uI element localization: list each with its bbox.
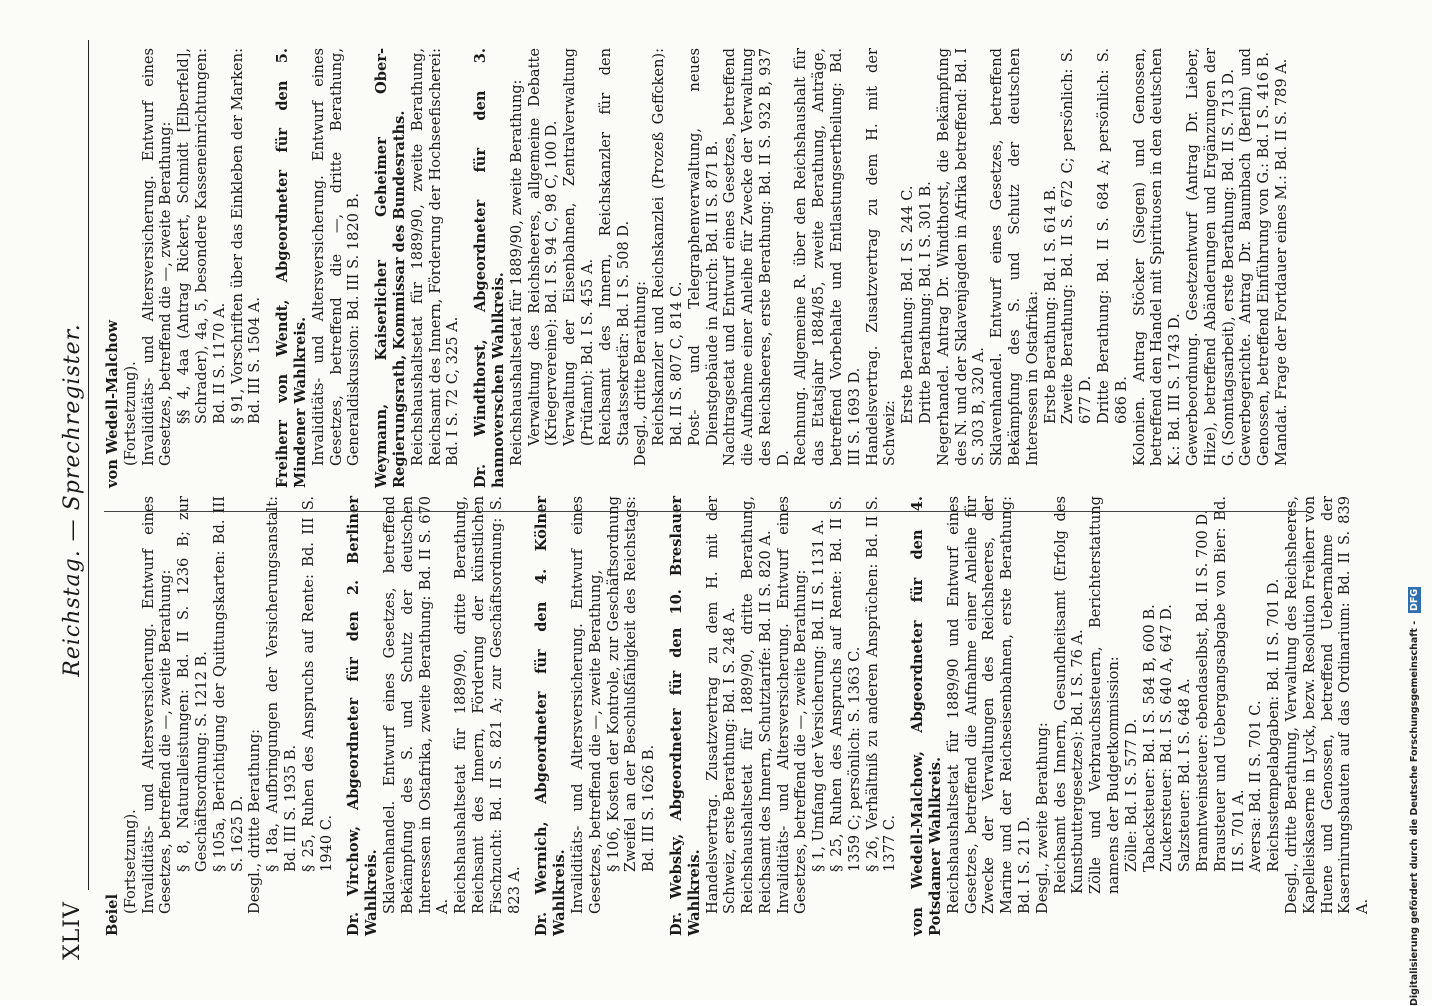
register-entry [472, 48, 1291, 488]
entry-line: Zölle und Verbrauchssteuern, Berichterstattung namens der Budgetkommission: [1087, 496, 1123, 894]
entry-line: § 18a, Aufbringungen der Versicherungsanstalt: Bd. III S. 1935 B. [264, 496, 299, 872]
page-number: XLIV [60, 901, 85, 960]
entry-line: Verwaltung der Eisenbahnen, Zentralverwaltung (Prüfamt): Bd. I S. 455 A. [561, 48, 596, 446]
dfg-logo: DFG [1409, 589, 1420, 612]
entry-line: § 91, Vorschriften über das Einkleben der Marken: Bd. III S. 1504 A. [228, 48, 264, 424]
entry-line: Reichshaushaltsetat für 1889/90, zweite Berathung: [507, 79, 525, 466]
entry-line: Reichsamt des Innern, Reichskanzler für den Staatssekretär: Bd. I S. 508 D. [596, 48, 632, 446]
entry-line: Branntweinsteuer: ebendaselbst, Bd. II S. 700 D. [1194, 509, 1212, 872]
entry-heading: Dr. Virchow, Abgeordneter für den 2. Berliner Wahlkreis. [345, 496, 381, 936]
register-entry [533, 496, 658, 936]
entry-line: Reichshaushaltsetat für 1889/90 und Entwurf eines Gesetzes, betreffend die Aufnahme einer Anleihe für Zwecke der Verwaltungen des Reichsheeres, der Marine und der Reichseisenbahnen, erste Berathung: Bd. I S. 21 D. [944, 496, 1034, 914]
entry-line: Invaliditäts- und Altersversicherung. Entwurf eines Gesetzes, betreffend die —, zweite Berathung: [139, 496, 175, 914]
entry-line: Nachtragsetat und Entwurf eines Gesetzes, betreffend die Aufnahme einer Anleihe für Zwecke der Verwaltung des Reichsheeres, erste Berathung: Bd. II S. 932 B, 937 D. [721, 48, 792, 466]
register-entry [104, 496, 335, 936]
entry-heading: von Wedell-Malchow [104, 320, 121, 488]
entry-line: Reichshaushaltsetat für 1889/90, dritte Berathung, Reichsamt des Innern, Schutztarife: Bd. II S. 820 A. [739, 496, 774, 914]
entry-line: Verwaltung des Reichsheeres, allgemeine Debatte (Kriegervereine): Bd. I S. 94 C, 98 C, 100 D. [525, 48, 561, 446]
digitization-notice [1408, 0, 1426, 1006]
column-divider [104, 511, 1309, 512]
entry-line: Dritte Berathung: Bd. I S. 301 B. [917, 181, 935, 424]
entry-heading: Dr. Windthorst, Abgeordneter für den 3. hannoverschen Wahlkreis. [472, 48, 507, 488]
entry-line: Desgl., dritte Berathung: [632, 280, 650, 466]
entry-heading: Dr. Wernich, Abgeordneter für den 4. Kölner Wahlkreis. [533, 496, 569, 936]
entry-line: Reichskanzler und Reichskanzlei (Prozeß Geffcken): Bd. II S. 807 C, 814 C. [650, 48, 685, 446]
entry-line: Handelsvertrag. Zusatzvertrag zu dem H. mit der Schweiz: [863, 48, 899, 466]
register-entry [668, 496, 899, 936]
entry-line: Invaliditäts- und Altersversicherung. Entwurf eines Gesetzes, betreffend die —, zweite Berathung, [568, 496, 604, 914]
entry-heading: von Wedell-Malchow, Abgeordneter für den 4. Potsdamer Wahlkreis. [909, 496, 945, 936]
entry-line: Aversa: Bd. II S. 701 C. [1247, 700, 1265, 872]
entry-line: Invaliditäts- und Altersversicherung. Entwurf eines Gesetzes, betreffend die —, zweite Berathung: [774, 496, 810, 914]
entry-heading: Dr. Websky, Abgeordneter für den 10. Breslauer Wahlkreis. [667, 496, 703, 936]
left-column [104, 496, 1382, 936]
entry-line: § 1, Umfang der Versicherung: Bd. II S. 1131 A. [810, 519, 828, 872]
entry-line: Desgl., zweite Berathung: [1033, 722, 1051, 914]
entry-line: Zweite Berathung: Bd. II S. 672 C; persönlich: S. 677 D. [1059, 48, 1095, 424]
entry-line: § 25, Ruhen des Anspruchs auf Rente: Bd. III S. 1940 C. [299, 496, 335, 872]
entry-heading: Weymann, Kaiserlicher Geheimer Ober-Regierungsrath, Kommissar des Bundesraths. [373, 48, 408, 488]
entry-line: Sklavenhandel. Entwurf eines Gesetzes, betreffend Bekämpfung des S. und Schutz der deutschen Interessen in Ostafrika: [988, 48, 1041, 466]
entry-line: Desgl., dritte Berathung, Verwaltung des Reichsheeres, Kapelleiskaserne in Lyck, bezw. Resolution Freiherr von Huene und Genossen, betreffend Uebernahme der Kasernirungsbauten auf das Ordinarium: Bd. II S. 839 A. [1283, 496, 1372, 914]
entry-line: Rechnung. Allgemeine R. über den Reichshaushalt für das Etatsjahr 1884/85, zweite Berathung, Anträge, betreffend Vorbehalte und Entlastungsertheilung: Bd. III S. 1693 D. [792, 48, 863, 466]
register-entry [345, 496, 523, 936]
entry-line: Reichshaushaltsetat für 1889/90, zweite Berathung, Reichsamt des Innern, Förderung der Hochseefischerei: Bd. I S. 72 C, 325 A. [408, 48, 462, 466]
entry-line: Gewerbeordnung. Gesetzentwurf (Antrag Dr. Lieber, Hize), betreffend Abänderungen und Ergänzungen der G. (Sonntagsarbeit), erste Berathung: Bd. II S. 713 D. [1184, 48, 1237, 466]
right-column [104, 48, 1301, 488]
entry-line: (Fortsetzung). [121, 361, 139, 466]
entry-line: Salzsteuer: Bd. I S. 648 A. [1176, 678, 1194, 872]
entry-line: Tabacksteuer: Bd. I S. 584 B, 600 B. [1140, 604, 1158, 872]
entry-line: Reichshaushaltsetat für 1889/90, dritte Berathung, Reichsamt des Innern, Förderung der künstlichen Fischzucht: Bd. II S. 821 A; zur Geschäftsordnung: S. 823 A. [452, 496, 523, 914]
entry-line: Mandat. Frage der Fortdauer eines M.: Bd. II S. 789 A. [1273, 58, 1290, 466]
entry-line: Erste Berathung: Bd. I S. 614 B. [1041, 185, 1059, 424]
page-header [60, 40, 90, 960]
entry-heading: Freiherr von Wendt, Abgeordneter für den 5. Mindener Wahlkreis. [274, 48, 309, 488]
entry-line: Handelsvertrag. Zusatzvertrag zu dem H. mit der Schweiz, erste Berathung: Bd. I S. 248 A. [703, 496, 739, 914]
entry-line: Desgl., dritte Berathung: [246, 728, 264, 914]
entry-line: Brausteuer und Uebergangsabgabe von Bier: Bd. II S. 701 A. [1211, 496, 1247, 872]
entry-line: Dritte Berathung: Bd. II S. 684 A; persönlich: S. 686 B. [1095, 48, 1130, 424]
entry-line: (Fortsetzung). [121, 809, 139, 914]
entry-line: § 25, Ruhen des Anspruchs auf Rente: Bd. II S. 1359 C; persönlich: S. 1363 C. [828, 496, 863, 872]
register-entry [104, 48, 264, 488]
entry-line: §§ 4, 4aa (Antrag Rickert, Schmidt [Elberfeld], Schrader), 4a, 5, besondere Kasseneinrichtungen: Bd. II S. 1170 A. [175, 48, 228, 424]
entry-line: Erste Berathung: Bd. I S. 244 C. [899, 185, 917, 424]
entry-line: § 8, Naturalleistungen: Bd. II S. 1236 B; zur Geschäftsordnung: S. 1212 B. [175, 496, 210, 872]
entry-line: Kolonien. Antrag Stöcker (Siegen) und Genossen, betreffend den Handel mit Spirituosen in den deutschen K.: Bd. III S. 1743 D. [1130, 48, 1184, 466]
entry-line: Negerhandel. Antrag Dr. Windthorst, die Bekämpfung des N. und der Sklavenjagden in Afrika betreffend: Bd. I S. 303 B, 320 A. [934, 48, 988, 466]
register-entry [373, 48, 462, 488]
entry-line: Zölle: Bd. I S. 577 D. [1122, 718, 1140, 872]
entry-line: Invaliditäts- und Altersversicherung. Entwurf eines Gesetzes, betreffend die —, dritte Berathung, Generaldiskussion: Bd. III S. 1820 B. [309, 48, 363, 466]
entry-line: Sklavenhandel. Entwurf eines Gesetzes, betreffend Bekämpfung des S. und Schutz der deutschen Interessen in Ostafrika, zweite Berathung: Bd. II S. 670 A. [380, 496, 452, 914]
entry-line: § 106, Kosten der Kontrole, zur Geschäftsordnung Zweifel an der Beschlußfähigkeit des Reichstags: Bd. III S. 1626 B. [604, 496, 658, 872]
entry-line: Zuckersteuer: Bd. I S. 640 A, 647 D. [1158, 604, 1176, 872]
entry-heading: Beiel [104, 894, 121, 936]
header-rule [88, 40, 89, 890]
entry-line: Invaliditäts- und Altersversicherung. Entwurf eines Gesetzes, betreffend die —, zweite Berathung: [139, 48, 175, 466]
running-title: Reichstag. — Sprechregister. [60, 323, 85, 677]
register-entry [909, 496, 1372, 936]
entry-line: § 26, Verhältniß zu anderen Ansprüchen: Bd. II S. 1377 C. [863, 496, 899, 872]
entry-line: Post- und Telegraphenverwaltung, neues Dienstgebäude in Aurich: Bd. II S. 871 B. [685, 48, 721, 446]
entry-line: § 105a, Berichtigung der Quittungskarten: Bd. III S. 1625 D. [210, 496, 246, 872]
entry-line: Gewerbegerichte. Antrag Dr. Baumbach (Berlin) und Genossen, betreffend Einführung von G.: Bd. I S. 416 B. [1237, 48, 1273, 466]
register-entry [274, 48, 363, 488]
digitization-text: Digitalisierung gefördert durch die Deutsche Forschungsgemeinschaft - [1409, 620, 1420, 1006]
entry-line: Reichsstempelabgaben: Bd. II S. 701 D. [1265, 578, 1283, 872]
entry-line: Reichsamt des Innern, Gesundheitsamt (Erfolg des Kunstbuttergesetzes): Bd. I S. 76 A. [1051, 496, 1087, 894]
